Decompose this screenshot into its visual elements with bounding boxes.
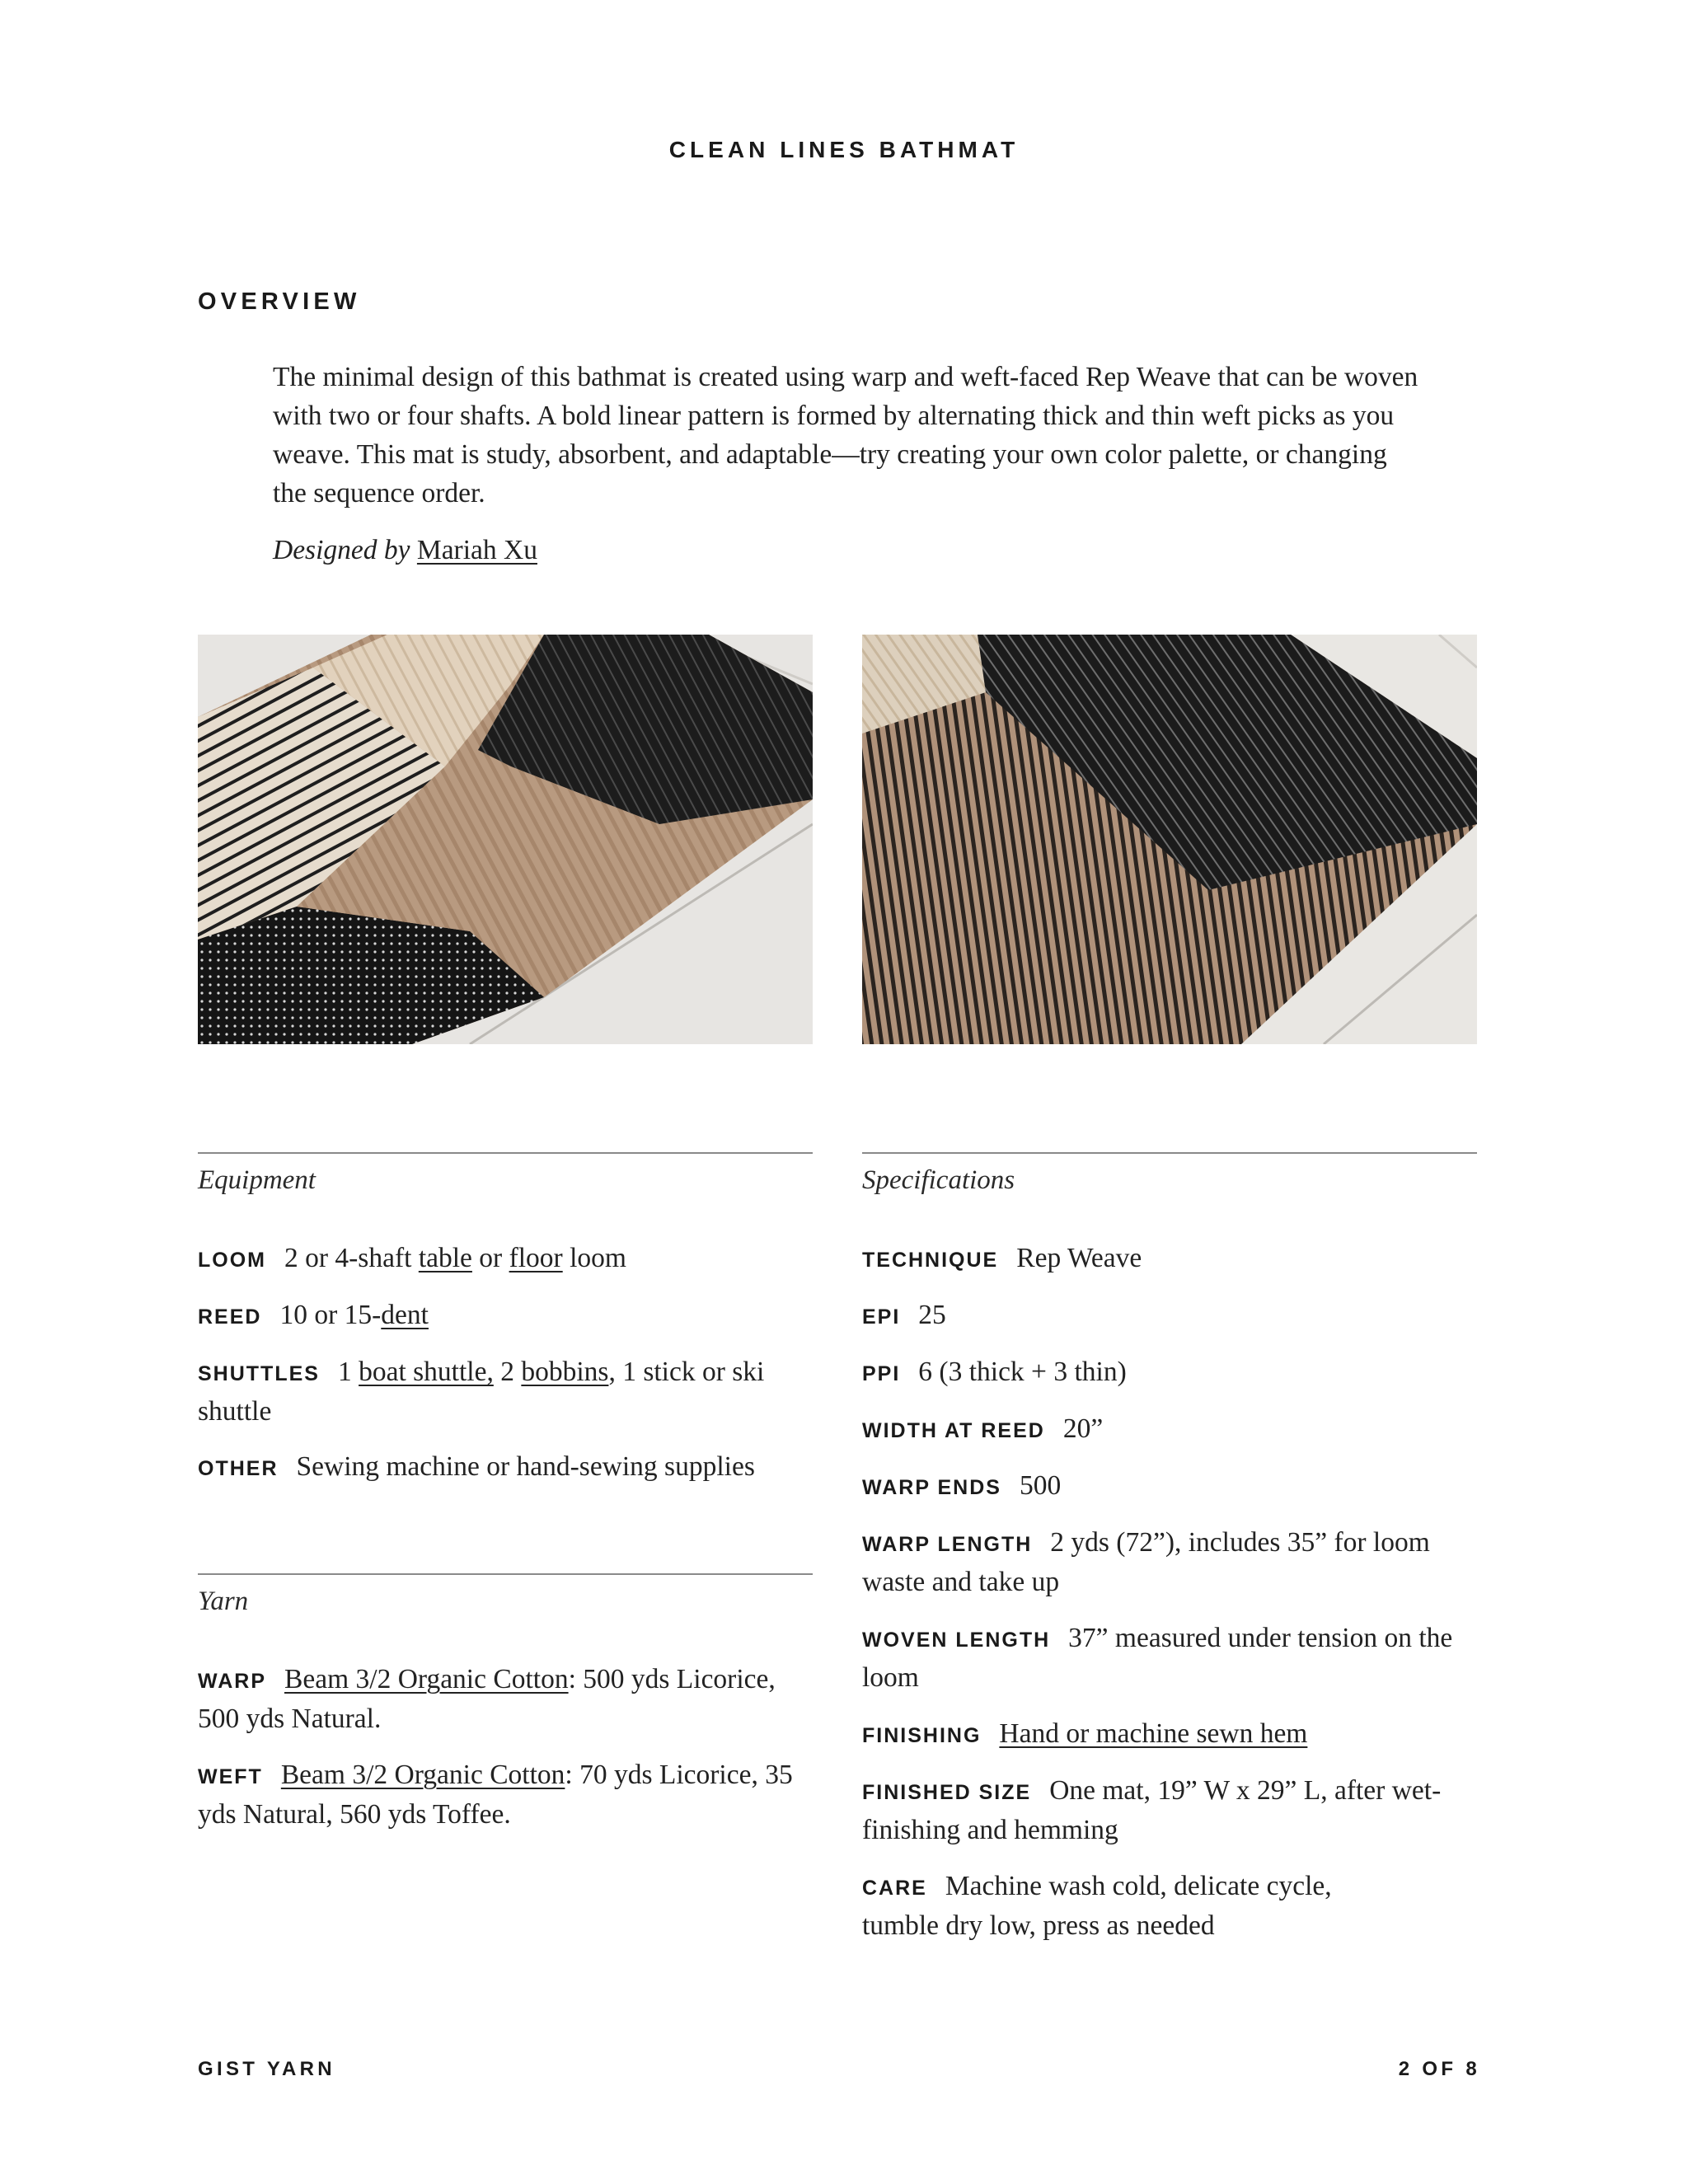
width-at-reed-label: WIDTH AT REED: [862, 1419, 1045, 1442]
warp-length-label: WARP LENGTH: [862, 1533, 1033, 1556]
bathmat-photo-folded: [198, 635, 813, 1044]
shuttles-text-mid: 2: [493, 1357, 522, 1387]
warp-yarn-link[interactable]: Beam 3/2 Organic Cotton: [284, 1664, 569, 1694]
technique-value: Rep Weave: [1016, 1243, 1142, 1273]
floor-loom-link[interactable]: floor: [509, 1243, 563, 1273]
warp-yarn-value: : 500 yds Licorice, 500 yds Natural.: [198, 1664, 776, 1734]
technique-label: TECHNIQUE: [862, 1249, 999, 1272]
warp-yarn-item: [198, 1661, 813, 1738]
care-item: [862, 1868, 1390, 1945]
reed-label: REED: [198, 1305, 262, 1329]
designer-credit: [273, 531, 537, 569]
bobbins-link[interactable]: bobbins: [521, 1357, 609, 1387]
woven-length-item: [862, 1619, 1477, 1697]
weft-label: WEFT: [198, 1765, 263, 1788]
warp-ends-item: [862, 1467, 1477, 1507]
technique-item: [862, 1240, 1477, 1279]
finishing-hem-link[interactable]: Hand or machine sewn hem: [999, 1718, 1308, 1749]
overview-heading: OVERVIEW: [198, 288, 361, 315]
loom-text-mid: or: [471, 1243, 509, 1273]
shuttles-text: 1: [337, 1357, 359, 1387]
equipment-divider: [198, 1152, 813, 1154]
loom-item: [198, 1240, 813, 1279]
yarn-title: Yarn: [198, 1586, 249, 1616]
loom-text-end: loom: [562, 1243, 626, 1273]
woven-length-value: 37” measured under tension on the loom: [862, 1623, 1453, 1693]
designed-by-label: Designed by: [273, 535, 410, 565]
weft-yarn-value: : 70 yds Licorice, 35 yds Natural, 560 yds Toffee.: [198, 1760, 793, 1830]
finished-size-value: One mat, 19” W x 29” L, after wet-finishing and hemming: [862, 1775, 1442, 1845]
finishing-label: FINISHING: [862, 1724, 982, 1747]
loom-label: LOOM: [198, 1249, 266, 1272]
page-number: 2 OF 8: [1398, 2058, 1480, 2080]
care-value: Machine wash cold, delicate cycle, tumble dry low, press as needed: [862, 1871, 1332, 1941]
finished-size-item: [862, 1772, 1477, 1849]
weft-yarn-item: [198, 1756, 813, 1834]
specifications-title: Specifications: [862, 1165, 1015, 1195]
boat-shuttle-link[interactable]: boat shuttle,: [359, 1357, 494, 1387]
reed-item: [198, 1296, 813, 1336]
dent-link[interactable]: dent: [381, 1300, 429, 1330]
finishing-item: [862, 1715, 1477, 1755]
weft-yarn-link[interactable]: Beam 3/2 Organic Cotton: [280, 1760, 565, 1790]
epi-value: 25: [918, 1300, 946, 1330]
care-label: CARE: [862, 1877, 927, 1900]
width-at-reed-item: [862, 1410, 1477, 1450]
woven-length-label: WOVEN LENGTH: [862, 1629, 1051, 1652]
shuttles-item: [198, 1353, 813, 1431]
warp-length-item: [862, 1524, 1477, 1601]
ppi-item: [862, 1353, 1477, 1393]
document-title: CLEAN LINES BATHMAT: [668, 137, 1020, 162]
loom-text: 2 or 4-shaft: [284, 1243, 419, 1273]
overview-paragraph: The minimal design of this bathmat is created using warp and weft-faced Rep Weave that can be woven with two or four shafts. A bold linear pattern is formed by alternating thick and thin weft picks as you weave. This mat is study, absorbent, and adaptable—try creating your own color palette, or changing the sequence order.: [273, 362, 1418, 509]
equipment-title: Equipment: [198, 1165, 316, 1195]
finished-size-label: FINISHED SIZE: [862, 1781, 1032, 1804]
epi-item: [862, 1296, 1477, 1336]
other-label: OTHER: [198, 1457, 279, 1480]
shuttles-text-end: , 1 stick or ski shuttle: [198, 1357, 765, 1427]
width-at-reed-value: 20”: [1062, 1413, 1104, 1444]
warp-length-value: 2 yds (72”), includes 35” for loom waste and take up: [862, 1527, 1430, 1597]
specifications-divider: [862, 1152, 1477, 1154]
bathmat-photo-closeup: [862, 635, 1477, 1044]
shuttles-label: SHUTTLES: [198, 1362, 320, 1385]
ppi-value: 6 (3 thick + 3 thin): [918, 1357, 1127, 1387]
ppi-label: PPI: [862, 1362, 901, 1385]
designer-link[interactable]: Mariah Xu: [416, 535, 537, 565]
other-value: Sewing machine or hand-sewing supplies: [296, 1451, 755, 1482]
yarn-divider: [198, 1573, 813, 1575]
other-item: [198, 1448, 813, 1488]
footer-brand: GIST YARN: [198, 2058, 335, 2080]
warp-label: WARP: [198, 1670, 266, 1693]
table-loom-link[interactable]: table: [418, 1243, 472, 1273]
reed-text: 10 or 15-: [279, 1300, 382, 1330]
warp-ends-value: 500: [1019, 1470, 1062, 1501]
warp-ends-label: WARP ENDS: [862, 1476, 1001, 1499]
epi-label: EPI: [862, 1305, 901, 1329]
